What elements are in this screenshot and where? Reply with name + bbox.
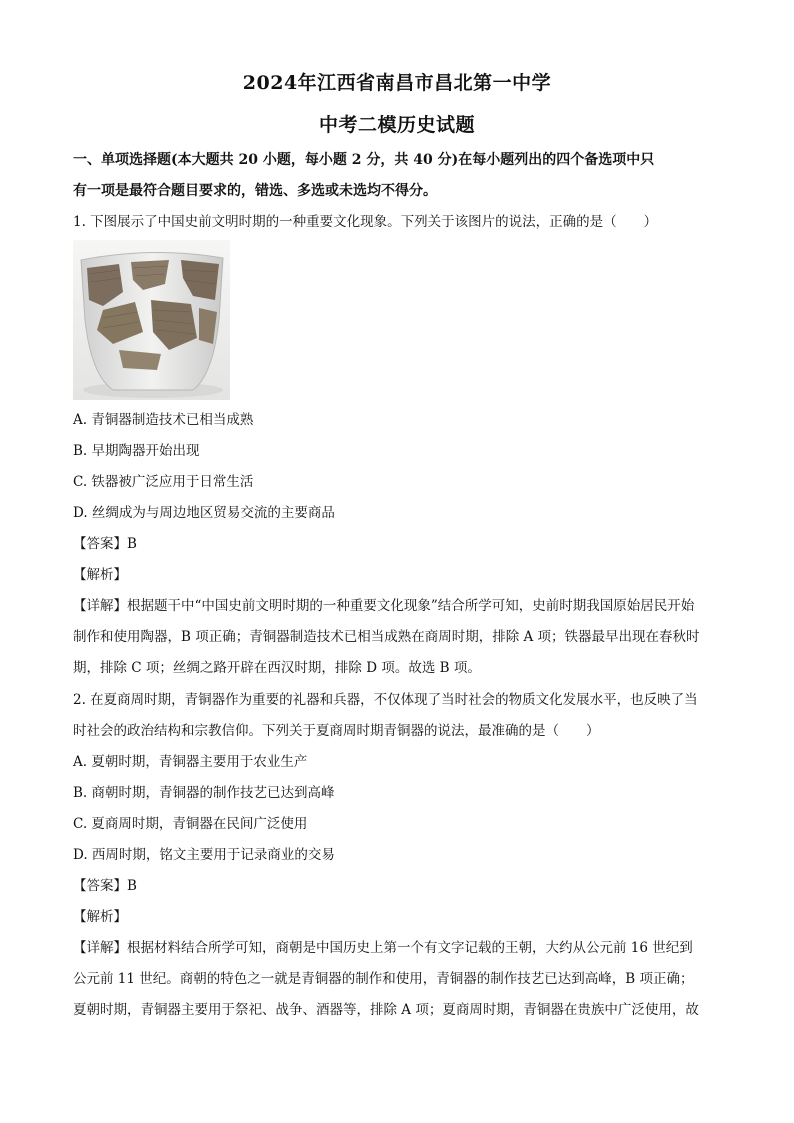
question-2-option-d: D. 西周时期，铭文主要用于记录商业的交易 [73, 847, 335, 863]
question-2-detail-line-3: 夏朝时期，青铜器主要用于祭祀、战争、酒器等，排除 A 项；夏商周时期，青铜器在贵族中广泛使用，故 [73, 1002, 699, 1018]
question-1-option-a: A. 青铜器制造技术已相当成熟 [73, 412, 254, 428]
question-1-option-d: D. 丝绸成为与周边地区贸易交流的主要商品 [73, 505, 335, 521]
question-2-option-b: B. 商朝时期，青铜器的制作技艺已达到高峰 [73, 785, 335, 801]
question-1-detail-line-1: 【详解】根据题干中“中国史前文明时期的一种重要文化现象”结合所学可知，史前时期我国原始居民开始 [73, 598, 695, 614]
question-1-option-b: B. 早期陶器开始出现 [73, 443, 200, 459]
question-2-stem-line-1: 2. 在夏商周时期，青铜器作为重要的礼器和兵器，不仅体现了当时社会的物质文化发展水平，也反映了当 [73, 692, 698, 708]
question-1-analysis-label: 【解析】 [73, 567, 127, 583]
question-1-option-c: C. 铁器被广泛应用于日常生活 [73, 474, 254, 490]
question-2-option-a: A. 夏朝时期，青铜器主要用于农业生产 [73, 754, 308, 770]
question-2-option-c: C. 夏商周时期，青铜器在民间广泛使用 [73, 816, 308, 832]
document-title: 2024年江西省南昌市昌北第一中学 [242, 72, 552, 94]
question-1-detail-line-3: 期，排除 C 项；丝绸之路开辟在西汉时期，排除 D 项。故选 B 项。 [73, 660, 481, 676]
section-instructions-line-2: 有一项是最符合题目要求的，错选、多选或未选均不得分。 [73, 183, 437, 199]
question-1-stem: 1. 下图展示了中国史前文明时期的一种重要文化现象。下列关于该图片的说法，正确的是（ ） [73, 214, 658, 230]
question-1-answer: 【答案】B [73, 536, 137, 552]
pottery-vessel-illustration [73, 240, 230, 400]
question-2-stem-line-2: 时社会的政治结构和宗教信仰。下列关于夏商周时期青铜器的说法，最准确的是（ ） [73, 723, 600, 739]
section-instructions-line-1: 一、单项选择题(本大题共 20 小题，每小题 2 分，共 40 分)在每小题列出的四个备选项中只 [73, 152, 655, 168]
question-2-detail-line-2: 公元前 11 世纪。商朝的特色之一就是青铜器的制作和使用，青铜器的制作技艺已达到高峰，B 项正确； [73, 971, 694, 987]
question-1-detail-line-2: 制作和使用陶器，B 项正确；青铜器制造技术已相当成熟在商周时期，排除 A 项；铁器最早出现在春秋时 [73, 629, 700, 645]
document-subtitle: 中考二模历史试题 [318, 114, 475, 136]
question-2-detail-line-1: 【详解】根据材料结合所学可知，商朝是中国历史上第一个有文字记载的王朝，大约从公元前 16 世纪到 [73, 940, 693, 956]
pottery-vessel-image [73, 240, 230, 400]
question-2-answer: 【答案】B [73, 878, 137, 894]
question-2-analysis-label: 【解析】 [73, 909, 127, 925]
